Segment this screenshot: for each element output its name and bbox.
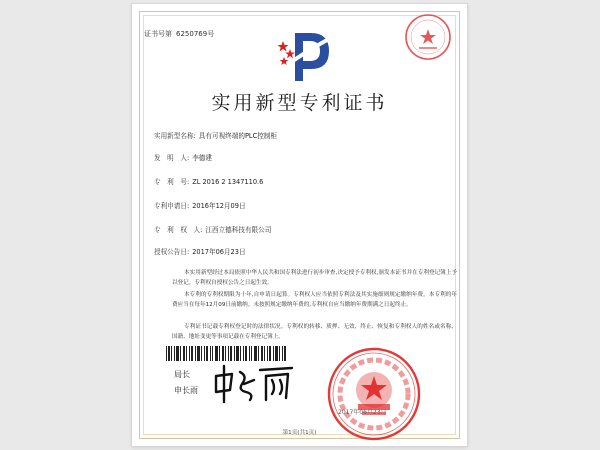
certificate-number-suffix: 号 [207, 30, 215, 38]
paragraph-legal-status: 专利证书记载专利权登记时的法律状况。专利权的转移、质押、无效、终止、恢复和专利权人的姓名或名称、国籍、地址变更等事项记载在专利登记簿上。 [172, 324, 457, 341]
field-value: 2017年06月23日 [192, 248, 246, 256]
field-grant-date [154, 246, 246, 256]
signature-name: 申长雨 [174, 386, 198, 395]
field-inventor [154, 152, 212, 162]
field-utility-model-name [154, 130, 277, 140]
certificate-number-value: 6250769 [176, 30, 208, 38]
certificate-sheet [132, 4, 467, 446]
field-value: ZL 2016 2 1347110.6 [192, 178, 264, 186]
field-value: 2016年12月09日 [192, 202, 246, 210]
paragraph-term-statement: 本专利的专利权期限为十年,自申请日起算。专利权人应当依照专利法及其实施细则规定缴纳年费。本专利的年费应当在每年12月09日前缴纳。未按照规定缴纳年费的,专利权自应当缴纳年费期满之日起终止。 [172, 292, 457, 309]
field-patent-number [154, 176, 263, 186]
field-label: 授权公告日: [154, 248, 190, 256]
field-label: 专利申请日: [154, 202, 190, 210]
barcode [166, 346, 286, 361]
field-value: 具有可视终端的PLC控制柜 [198, 132, 277, 140]
field-value: 李德建 [192, 154, 212, 162]
certificate-title: 实用新型专利证书 [211, 92, 388, 114]
page-number: 第1页(共1页) [282, 430, 317, 436]
field-value: 江西立德科技有限公司 [205, 226, 272, 234]
signature-title: 局长 [174, 370, 190, 379]
seal-date: 2017年06月23日 [338, 409, 387, 416]
handwritten-signature [210, 362, 296, 404]
field-patentee [154, 224, 271, 234]
field-label: 专 利 权 人: [154, 226, 203, 234]
paragraph-grant-statement: 本实用新型经过本局依照中华人民共和国专利法进行初步审查,决定授予专利权,颁发本证书并在专利登记簿上予以登记。专利权自授权公告之日起生效。 [172, 270, 457, 287]
field-label: 专 利 号: [154, 178, 190, 186]
field-application-date [154, 200, 246, 210]
patent-office-emblem-icon [275, 27, 333, 83]
field-label: 发 明 人: [154, 154, 190, 162]
certificate-number-label: 证书号第 [144, 30, 172, 38]
field-label: 实用新型名称: [154, 132, 196, 140]
certificate-number [144, 29, 214, 39]
official-seal-stamp [404, 13, 452, 61]
